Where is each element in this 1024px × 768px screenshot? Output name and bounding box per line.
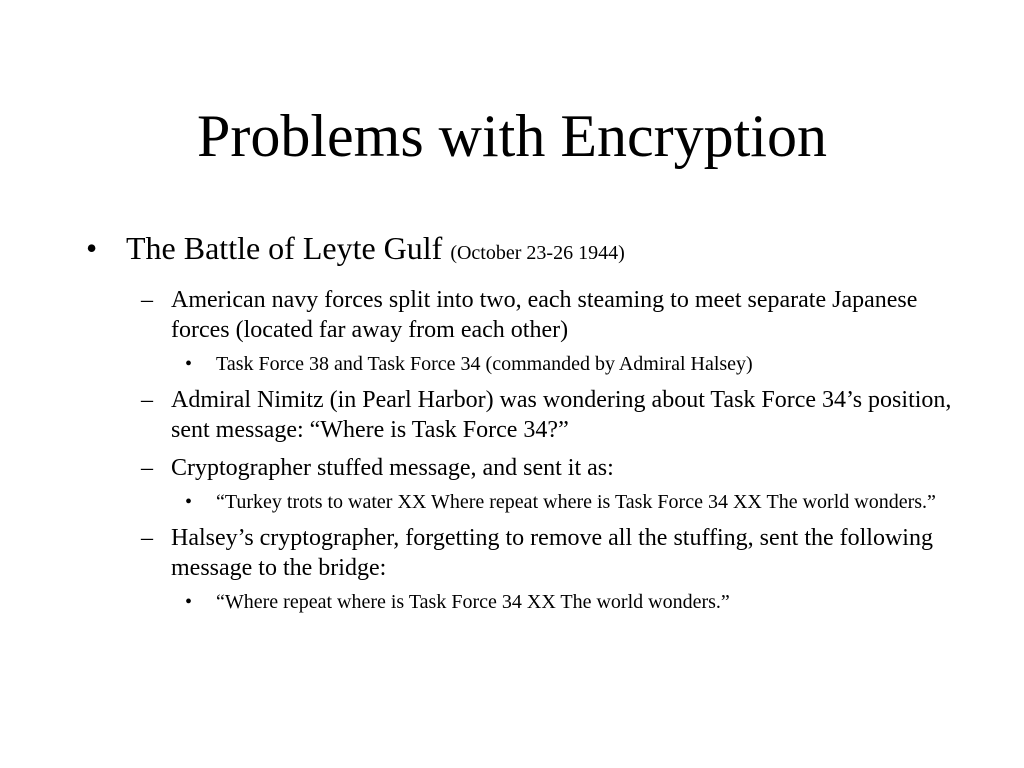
slide-body — [84, 226, 964, 615]
bullet-text: Admiral Nimitz (in Pearl Harbor) was wondering about Task Force 34’s position, sent message: “Where is Task Force 34?” — [171, 387, 952, 443]
bullet-date: (October 23-26 1944) — [450, 242, 625, 264]
bullet-text: The Battle of Leyte Gulf — [126, 230, 443, 266]
bullet-level-2 — [141, 285, 964, 345]
bullet-level-3 — [185, 489, 964, 515]
dash-icon: – — [141, 387, 153, 413]
bullet-text: Halsey’s cryptographer, forgetting to remove all the stuffing, sent the following message to the bridge: — [171, 525, 933, 581]
bullet-icon: • — [86, 230, 98, 266]
bullet-level-3 — [185, 351, 964, 377]
dash-icon: – — [141, 455, 153, 481]
bullet-text: Task Force 38 and Task Force 34 (commanded by Admiral Halsey) — [216, 353, 753, 375]
bullet-icon: • — [185, 491, 193, 513]
bullet-level-3 — [185, 589, 964, 615]
dash-icon: – — [141, 525, 153, 551]
bullet-level-2 — [141, 453, 964, 483]
bullet-text: American navy forces split into two, each steaming to meet separate Japanese forces (located far away from each other) — [171, 287, 918, 343]
bullet-level-2 — [141, 523, 964, 583]
bullet-text: Cryptographer stuffed message, and sent it as: — [171, 455, 614, 481]
slide-title: Problems with Encryption — [197, 103, 827, 169]
bullet-icon: • — [185, 353, 193, 375]
bullet-level-1 — [84, 226, 964, 275]
bullet-text: “Turkey trots to water XX Where repeat where is Task Force 34 XX The world wonders.” — [216, 491, 936, 513]
bullet-text: “Where repeat where is Task Force 34 XX The world wonders.” — [216, 591, 730, 613]
dash-icon: – — [141, 287, 153, 313]
bullet-icon: • — [185, 591, 193, 613]
bullet-level-2 — [141, 385, 964, 445]
